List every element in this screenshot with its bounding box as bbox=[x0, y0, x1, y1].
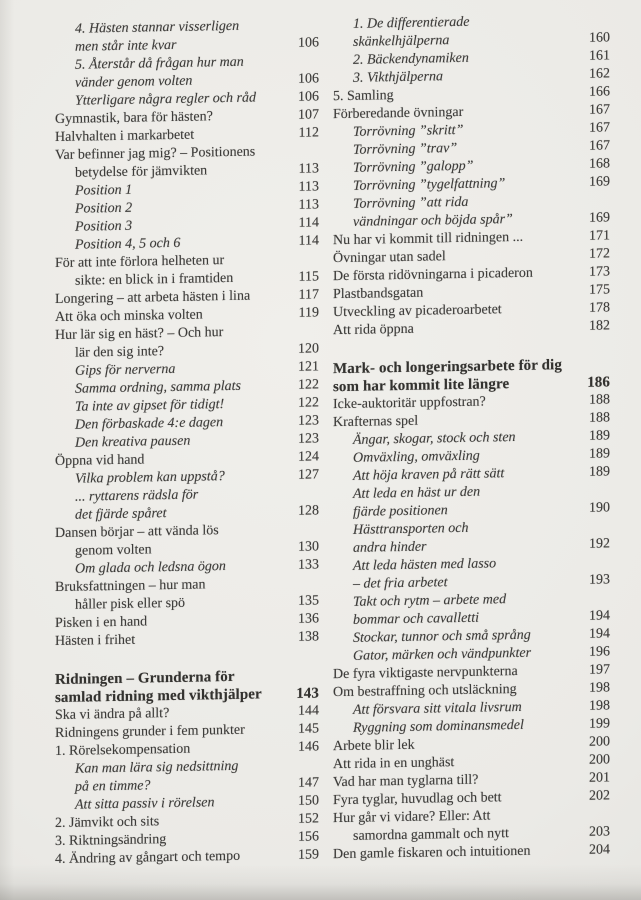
toc-entry bbox=[333, 589, 610, 630]
entry-title-line: 3. Vikthjälperna bbox=[353, 69, 443, 86]
page-number: 167 bbox=[589, 102, 610, 118]
entry-title-line: Gymnastik, bara för hästen? bbox=[55, 109, 213, 128]
entry-title-line: Takt och rytm – arbete med bbox=[353, 592, 507, 610]
entry-title bbox=[55, 629, 283, 651]
toc-entry bbox=[333, 317, 610, 340]
page-number: 199 bbox=[589, 716, 610, 732]
entry-title-line: Att sitta passiv i rörelsen bbox=[75, 795, 215, 813]
entry-title-line: Longering – att arbeta hästen i lina bbox=[55, 288, 251, 308]
page-number: 182 bbox=[589, 318, 610, 334]
page-number: 186 bbox=[587, 374, 610, 391]
toc-entry bbox=[55, 520, 319, 561]
page-number: 167 bbox=[589, 138, 610, 154]
entry-title-line: Dansen börjar – att vända lös bbox=[55, 523, 219, 542]
toc-section-heading bbox=[55, 666, 319, 707]
page-number: 197 bbox=[589, 662, 610, 678]
entry-title-line: Torrövning ”galopp” bbox=[353, 158, 474, 176]
entry-title bbox=[55, 17, 283, 57]
page-number: 188 bbox=[589, 392, 610, 408]
toc-entry bbox=[55, 756, 319, 797]
page-number: 169 bbox=[589, 174, 610, 190]
entry-title-line: Vad har man tyglarna till? bbox=[333, 772, 479, 791]
toc-entry bbox=[55, 846, 319, 869]
entry-title-line: 4. Hästen stannar visserligen bbox=[75, 18, 240, 37]
entry-title-line: håller pisk eller spö bbox=[75, 595, 186, 613]
page-number: 150 bbox=[298, 793, 319, 809]
page-number: 173 bbox=[589, 264, 610, 280]
page-number: 198 bbox=[589, 680, 610, 696]
page-number: 200 bbox=[589, 752, 610, 768]
entry-title-line: Position 2 bbox=[75, 200, 133, 217]
entry-title bbox=[55, 667, 283, 707]
page-number: 204 bbox=[589, 842, 610, 858]
entry-title-line: fjärde positionen bbox=[353, 503, 448, 520]
page-number: 200 bbox=[589, 734, 610, 750]
page-number: 122 bbox=[298, 377, 319, 393]
page-number: 143 bbox=[296, 685, 319, 702]
page-number: 120 bbox=[298, 341, 319, 357]
entry-title-line: Var befinner jag mig? – Positionens bbox=[55, 144, 256, 164]
page-number: 178 bbox=[589, 300, 610, 316]
toc-entry bbox=[333, 481, 610, 522]
entry-title-line: Utveckling av picaderoarbetet bbox=[333, 302, 502, 321]
entry-title bbox=[55, 251, 283, 291]
page-number: 161 bbox=[589, 48, 610, 64]
entry-title-line: bommar och cavalletti bbox=[353, 610, 479, 628]
entry-title-line: 5. Återstår då frågan hur man bbox=[75, 54, 244, 73]
entry-title-line: det fjärde spåret bbox=[75, 506, 167, 523]
entry-title-line: Ridningen – Grunderna för bbox=[55, 668, 235, 689]
toc-entry bbox=[55, 250, 319, 291]
page-number: 189 bbox=[589, 446, 610, 462]
entry-title bbox=[55, 757, 283, 797]
entry-title-line: – det fria arbetet bbox=[353, 575, 448, 592]
entry-title-line: 2. Jämvikt och sits bbox=[55, 814, 160, 832]
entry-title-line: Mark- och longeringsarbete för dig bbox=[333, 357, 562, 378]
toc-column-right bbox=[333, 11, 610, 864]
entry-title-line: Pisken i en hand bbox=[55, 614, 148, 632]
page-number: 113 bbox=[298, 179, 319, 195]
entry-title-line: Halvhalten i markarbetet bbox=[55, 127, 195, 146]
entry-title-line: Nu har vi kommit till ridningen ... bbox=[333, 229, 524, 249]
page-number: 196 bbox=[589, 644, 610, 660]
entry-title-line: sikte: en blick in i framtiden bbox=[75, 270, 234, 289]
page-number: 189 bbox=[589, 464, 610, 480]
toc-entry bbox=[333, 11, 610, 52]
entry-title bbox=[333, 356, 574, 396]
entry-title-line: Kan man lära sig nedsittning bbox=[75, 758, 239, 777]
toc-entry bbox=[333, 805, 610, 846]
entry-title-line: Hur går vi vidare? Eller: Att bbox=[333, 808, 491, 827]
entry-title bbox=[333, 806, 574, 846]
page-number: 135 bbox=[298, 593, 319, 609]
entry-title-line: Hur lär sig en häst? – Och hur bbox=[55, 325, 224, 344]
toc-entry bbox=[55, 574, 319, 615]
entry-title-line: andra hinder bbox=[353, 539, 427, 556]
toc-entry bbox=[55, 628, 319, 651]
entry-title-line: Den kreativa pausen bbox=[75, 433, 191, 451]
entry-title-line: betydelse för jämvikten bbox=[75, 163, 208, 181]
page-number: 172 bbox=[589, 246, 610, 262]
page-number: 128 bbox=[298, 503, 319, 519]
entry-title-line: Ängar, skogar, stock och sten bbox=[353, 430, 516, 448]
toc-section-heading bbox=[333, 355, 610, 396]
page-number: 145 bbox=[298, 721, 319, 737]
entry-title-line: Övningar utan sadel bbox=[333, 249, 446, 267]
page-number: 113 bbox=[298, 161, 319, 177]
page-number: 175 bbox=[589, 282, 610, 298]
toc-entry bbox=[333, 841, 610, 864]
page-number: 198 bbox=[589, 698, 610, 714]
page-number: 107 bbox=[298, 107, 319, 123]
page-number: 194 bbox=[589, 626, 610, 642]
entry-title bbox=[55, 485, 283, 525]
entry-title-line: Att höja kraven på rätt sätt bbox=[353, 466, 505, 484]
entry-title-line: Gator, märken och vändpunkter bbox=[353, 645, 532, 664]
entry-title-line: 5. Samling bbox=[333, 88, 394, 105]
entry-title-line: Ta inte av gipset för tidigt! bbox=[75, 397, 225, 415]
page-number: 114 bbox=[298, 233, 319, 249]
entry-title-line: Position 3 bbox=[75, 218, 133, 235]
entry-title bbox=[55, 521, 283, 561]
page-number: 152 bbox=[298, 811, 319, 827]
entry-title-line: samlad ridning med vikthjälper bbox=[55, 686, 262, 707]
entry-title-line: Krafternas spel bbox=[333, 413, 419, 431]
page-number: 167 bbox=[589, 120, 610, 136]
entry-title bbox=[55, 847, 283, 869]
entry-title-line: vänder genom volten bbox=[75, 73, 193, 91]
entry-title-line: ... ryttarens rädsla för bbox=[75, 487, 199, 505]
page-number: 190 bbox=[589, 500, 610, 516]
page-number: 113 bbox=[298, 197, 319, 213]
page-number: 189 bbox=[589, 428, 610, 444]
entry-title bbox=[333, 842, 574, 864]
entry-title bbox=[333, 518, 574, 558]
entry-title-line: 1. De differentierade bbox=[353, 14, 470, 32]
entry-title-line: Att leda hästen med lasso bbox=[353, 556, 497, 574]
page-number: 106 bbox=[298, 89, 319, 105]
entry-title-line: Hästtransporten och bbox=[353, 520, 469, 538]
page-number: 114 bbox=[298, 215, 319, 231]
entry-title-line: Icke-auktoritär uppfostran? bbox=[333, 394, 486, 413]
entry-title-line: Arbete blir lek bbox=[333, 737, 415, 755]
entry-title-line: Gips för nerverna bbox=[75, 361, 176, 379]
toc-entry bbox=[55, 16, 319, 57]
entry-title-line: Ytterligare några regler och råd bbox=[75, 90, 256, 109]
entry-title bbox=[333, 192, 574, 232]
entry-title-line: Om bestraffning och utsläckning bbox=[333, 681, 517, 701]
toc-entry bbox=[55, 322, 319, 363]
entry-title-line: De fyra viktigaste nervpunkterna bbox=[333, 663, 518, 683]
page-number: 201 bbox=[589, 770, 610, 786]
entry-title-line: Hästen i frihet bbox=[55, 632, 136, 650]
page-number: 136 bbox=[298, 611, 319, 627]
entry-title-line: Bruksfattningen – hur man bbox=[55, 577, 206, 596]
page-number: 122 bbox=[298, 395, 319, 411]
page-number: 171 bbox=[589, 228, 610, 244]
entry-title-line: Plastbandsgatan bbox=[333, 285, 424, 303]
page-number: 162 bbox=[589, 66, 610, 82]
entry-title-line: samordna gammalt och nytt bbox=[353, 826, 509, 844]
page-number: 121 bbox=[298, 359, 319, 375]
entry-title-line: genom volten bbox=[75, 542, 152, 559]
entry-title-line: Den förbaskade 4:e dagen bbox=[75, 415, 224, 433]
page-number: 146 bbox=[298, 739, 319, 755]
entry-title-line: Position 4, 5 och 6 bbox=[75, 235, 181, 253]
page-number: 106 bbox=[298, 71, 319, 87]
entry-title-line: Att leda en häst ur den bbox=[353, 484, 481, 502]
entry-title-line: Ska vi ändra på allt? bbox=[55, 706, 170, 724]
entry-title-line: Att öka och minska volten bbox=[55, 307, 203, 326]
entry-title-line: skänkelhjälperna bbox=[353, 33, 450, 50]
entry-title-line: Om glada och ledsna ögon bbox=[75, 559, 226, 577]
page-number: 123 bbox=[298, 413, 319, 429]
entry-title-line: 2. Bäckendynamiken bbox=[353, 50, 469, 68]
entry-title-line: vändningar och böjda spår” bbox=[353, 212, 513, 230]
entry-title bbox=[333, 590, 574, 630]
page-number: 138 bbox=[298, 629, 319, 645]
entry-title-line: Vilka problem kan uppstå? bbox=[75, 469, 225, 487]
toc-entry bbox=[333, 553, 610, 594]
entry-title-line: Torrövning ”trav” bbox=[353, 141, 458, 158]
entry-title-line: Omväxling, omväxling bbox=[353, 448, 480, 466]
entry-title bbox=[55, 53, 283, 93]
page-number: 130 bbox=[298, 539, 319, 555]
page-number: 115 bbox=[298, 269, 319, 285]
page-number: 156 bbox=[298, 829, 319, 845]
entry-title-line: Ridningens grunder i fem punkter bbox=[55, 722, 245, 742]
page-number: 160 bbox=[589, 30, 610, 46]
page-number: 192 bbox=[589, 536, 610, 552]
entry-title-line: som har kommit lite längre bbox=[333, 376, 510, 396]
entry-title-line: Samma ordning, samma plats bbox=[75, 378, 241, 397]
entry-title-line: Förberedande övningar bbox=[333, 104, 464, 123]
entry-title-line: Stockar, tunnor och små språng bbox=[353, 627, 531, 646]
page-number: 193 bbox=[589, 572, 610, 588]
entry-title-line: Att rida öppna bbox=[333, 321, 414, 339]
page-number: 168 bbox=[589, 156, 610, 172]
page-number: 106 bbox=[298, 35, 319, 51]
entry-title-line: Att försvara sitt vitala livsrum bbox=[353, 699, 522, 718]
entry-title bbox=[55, 575, 283, 615]
page-number: 133 bbox=[298, 557, 319, 573]
entry-title-line: Att rida in en unghäst bbox=[333, 755, 455, 773]
toc-column-left bbox=[55, 16, 319, 869]
entry-title-line: Torrövning ”att rida bbox=[353, 194, 469, 212]
toc-entry bbox=[55, 484, 319, 525]
entry-title-line: Torrövning ”tygelfattning” bbox=[353, 176, 506, 194]
page-number: 159 bbox=[298, 847, 319, 863]
page-number: 117 bbox=[298, 287, 319, 303]
entry-title bbox=[55, 143, 283, 183]
page-number: 144 bbox=[298, 703, 319, 719]
entry-title-line: på en timme? bbox=[75, 778, 151, 795]
entry-title bbox=[333, 482, 574, 522]
entry-title-line: 1. Rörelsekompensation bbox=[55, 741, 191, 760]
page-number: 119 bbox=[298, 305, 319, 321]
entry-title-line: De första ridövningarna i picaderon bbox=[333, 265, 533, 285]
page-number: 202 bbox=[589, 788, 610, 804]
entry-title-line: Position 1 bbox=[75, 182, 133, 199]
page-number: 124 bbox=[298, 449, 319, 465]
entry-title-line: Den gamle fiskaren och intuitionen bbox=[333, 843, 531, 863]
page-number: 112 bbox=[298, 125, 319, 141]
entry-title-line: men står inte kvar bbox=[75, 37, 177, 55]
entry-title bbox=[333, 554, 574, 594]
entry-title bbox=[333, 318, 574, 340]
entry-title-line: Fyra tyglar, huvudlag och bett bbox=[333, 790, 502, 809]
toc-entry bbox=[55, 142, 319, 183]
entry-title-line: lär den sig inte? bbox=[75, 344, 165, 361]
toc-entry bbox=[55, 52, 319, 93]
page-number: 203 bbox=[589, 824, 610, 840]
toc-entry bbox=[333, 191, 610, 232]
entry-title-line: Ryggning som dominansmedel bbox=[353, 717, 524, 736]
entry-title bbox=[333, 12, 574, 52]
entry-title-line: 3. Riktningsändring bbox=[55, 832, 167, 850]
entry-title-line: Öppna vid hand bbox=[55, 452, 145, 470]
entry-title-line: För att inte förlora helheten ur bbox=[55, 253, 225, 272]
page-number: 127 bbox=[298, 467, 319, 483]
entry-title-line: 4. Ändring av gångart och tempo bbox=[55, 848, 241, 868]
toc-entry bbox=[333, 517, 610, 558]
entry-title bbox=[55, 323, 283, 363]
page-number: 188 bbox=[589, 410, 610, 426]
page-number: 194 bbox=[589, 608, 610, 624]
page-number: 147 bbox=[298, 775, 319, 791]
entry-title-line: Torrövning ”skritt” bbox=[353, 122, 464, 140]
page-number: 123 bbox=[298, 431, 319, 447]
page-number: 166 bbox=[589, 84, 610, 100]
page-number: 169 bbox=[589, 210, 610, 226]
